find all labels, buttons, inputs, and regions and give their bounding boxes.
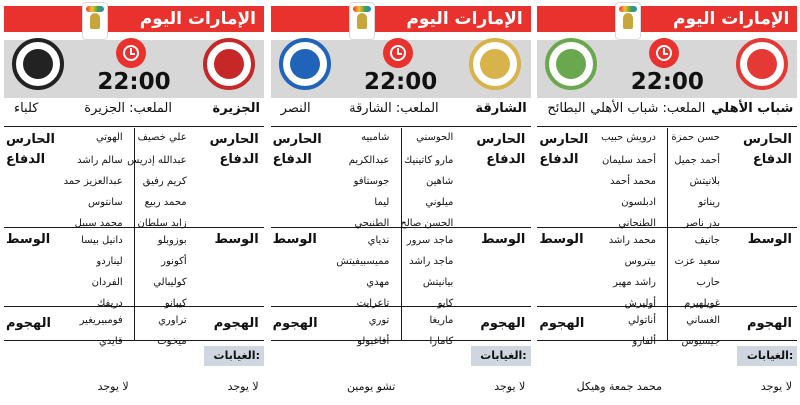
section-label-defense: الدفاع (539, 152, 579, 167)
divider (271, 126, 531, 127)
section-label-midfield: الوسط (272, 232, 317, 247)
section-label-goalkeeper: الحارس (5, 132, 55, 147)
player-name: كيبانو (164, 298, 187, 309)
home-absences: لا يوجد (227, 380, 259, 393)
home-team-name: الشارقة (475, 101, 527, 116)
home-players-attack (157, 310, 186, 352)
venue: الملعب: الجزيرة (84, 101, 172, 116)
player-name: كامارا (429, 336, 454, 347)
away-absences: تشو يومين (346, 380, 396, 393)
sharjah-badge (467, 36, 523, 92)
sharjah-badge-icon (469, 38, 521, 90)
player-name: ليناردو (96, 256, 123, 267)
away-players-attack (357, 310, 389, 352)
al-nasr-badge-icon (279, 38, 331, 90)
player-name: أحمد سليمان (601, 155, 656, 166)
teams-row (4, 101, 264, 119)
home-absences: لا يوجد (760, 380, 792, 393)
venue: الملعب: شباب الأهلي (590, 101, 706, 116)
player-name: محمد ربيع (144, 197, 187, 208)
away-team-name: البطائح (547, 101, 586, 116)
player-name: بدر ناصر (684, 218, 720, 229)
section-label-midfield: الوسط (747, 232, 792, 247)
away-absences: محمد جمعة وهيكل (576, 380, 662, 393)
al-bataeh-badge (543, 36, 599, 92)
player-name: ادبلسون (621, 197, 656, 208)
clock-face (656, 45, 672, 61)
player-name: حارب (696, 277, 720, 288)
away-absences: لا يوجد (97, 380, 129, 393)
home-players-goalkeeper (671, 127, 720, 148)
divider (537, 340, 797, 341)
divider (271, 340, 531, 341)
section-label-attack: الهجوم (5, 316, 51, 331)
player-name: ندياي (367, 235, 390, 246)
player-name: كوليبالي (153, 277, 187, 288)
newspaper-banner: الإمارات اليوم (537, 6, 797, 32)
section-label-midfield: الوسط (481, 232, 526, 247)
section-label-midfield: الوسط (214, 232, 259, 247)
league-logo-mark (86, 6, 104, 12)
player-name: درويش حبيب (601, 132, 656, 143)
absences-label: الغيابات: (737, 346, 797, 366)
away-players-midfield (81, 230, 123, 314)
home-players-attack (429, 310, 453, 352)
clock-face (390, 45, 406, 61)
clock-icon (383, 38, 413, 68)
player-name: تراوري (158, 315, 187, 326)
clock-icon (116, 38, 146, 68)
section-label-defense: الدفاع (219, 152, 259, 167)
venue: الملعب: الشارقة (349, 101, 439, 116)
home-absences: لا يوجد (494, 380, 526, 393)
player-name: الهوتي (95, 132, 123, 143)
player-name: محمد أحمد (609, 176, 656, 187)
match-card (537, 0, 796, 405)
player-name: الفردان (91, 277, 123, 288)
player-name: عبدالكريم (348, 155, 390, 166)
player-name: بوزوبلو (157, 235, 187, 246)
player-name: حسن حمزة (671, 132, 720, 143)
player-name: سانتوس (88, 197, 123, 208)
player-name: أناتولي (628, 315, 656, 326)
home-players-defense (400, 150, 453, 234)
section-label-goalkeeper: الحارس (209, 132, 259, 147)
player-name: الطنيجي (354, 218, 390, 229)
player-name: سالم راشد (77, 155, 123, 166)
player-name: الطنجاني (618, 218, 656, 229)
league-logo (82, 2, 108, 40)
al-nasr-badge (277, 36, 333, 92)
player-name: بيانيتش (422, 277, 454, 288)
divider (4, 126, 264, 127)
away-players-goalkeeper (96, 127, 123, 148)
league-logo (615, 2, 641, 40)
section-label-goalkeeper: الحارس (742, 132, 792, 147)
league-logo-mark (619, 6, 637, 12)
newspaper-banner: الإمارات اليوم (271, 6, 531, 32)
away-players-attack (628, 310, 656, 352)
player-name: علي خصيف (137, 132, 187, 143)
away-players-attack (80, 310, 123, 352)
section-label-attack: الهجوم (747, 316, 792, 331)
player-name: محمد راشد (608, 235, 656, 246)
absences-label: الغيابات: (204, 346, 264, 366)
trophy-icon (357, 13, 367, 29)
player-name: دريفك (97, 298, 123, 309)
player-name: فومبيريغير (79, 315, 123, 326)
player-name: راشد مهير (613, 277, 656, 288)
teams-row (271, 101, 531, 119)
al-jazira-badge (201, 36, 257, 92)
player-name: الحوسني (416, 132, 454, 143)
player-name: ميخوت (157, 336, 187, 347)
divider (537, 126, 797, 127)
home-players-defense (674, 150, 720, 234)
home-players-attack (681, 310, 720, 352)
player-name: بلانيتش (689, 176, 720, 187)
away-players-midfield (336, 230, 389, 314)
league-logo (349, 2, 375, 40)
clock-face (123, 45, 139, 61)
player-name: مهدي (366, 277, 390, 288)
kickoff-time: 22:00 (97, 69, 171, 95)
player-name: ألفارو (632, 336, 656, 347)
player-name: أكونور (161, 256, 187, 267)
section-label-defense: الدفاع (486, 152, 526, 167)
away-team-name: النصر (280, 101, 311, 116)
ittihad-kalba-badge-icon (12, 38, 64, 90)
section-label-defense: الدفاع (5, 152, 46, 167)
section-label-attack: الهجوم (480, 316, 526, 331)
league-logo-mark (353, 6, 371, 12)
player-name: مارو كاتينيك (404, 155, 454, 166)
away-team-name: كلباء (13, 101, 39, 116)
away-players-goalkeeper (601, 127, 656, 148)
player-name: غويلهيرم (684, 298, 720, 309)
section-label-attack: الهجوم (213, 316, 259, 331)
player-name: تاعرابت (356, 298, 390, 309)
section-label-goalkeeper: الحارس (272, 132, 322, 147)
player-name: عبدالعزيز حمد (63, 176, 123, 187)
home-players-defense (127, 150, 187, 234)
section-label-attack: الهجوم (539, 316, 585, 331)
player-name: جانيف (694, 235, 720, 246)
player-name: الغساني (686, 315, 720, 326)
away-players-defense (349, 150, 390, 234)
away-players-defense (602, 150, 656, 234)
teams-row (537, 101, 797, 119)
player-name: قايدي (98, 336, 123, 347)
away-players-defense (64, 150, 123, 234)
player-name: عبدالله إدريس (127, 155, 187, 166)
home-players-goalkeeper (416, 127, 453, 148)
home-players-midfield (674, 230, 720, 314)
section-label-defense: الدفاع (752, 152, 792, 167)
ittihad-kalba-badge (10, 36, 66, 92)
player-name: ريناتو (698, 197, 720, 208)
kickoff-time: 22:00 (630, 69, 704, 95)
home-team-name: شباب الأهلي (711, 101, 794, 116)
player-name: الحسن صالح (400, 218, 454, 229)
section-label-attack: الهجوم (272, 316, 318, 331)
section-label-defense: الدفاع (272, 152, 312, 167)
newspaper-banner: الإمارات اليوم (4, 6, 264, 32)
away-players-midfield (609, 230, 656, 314)
player-name: دانيل بيسا (81, 235, 123, 246)
player-name: بيتروس (624, 256, 656, 267)
column-divider (667, 128, 668, 340)
player-name: ماريغا (429, 315, 454, 326)
home-team-name: الجزيرة (212, 101, 260, 116)
player-name: أفاغبولو (357, 336, 390, 347)
player-name: جيسيوس (681, 336, 720, 347)
player-name: شاهين (425, 176, 454, 187)
player-name: ماجد راشد (409, 256, 454, 267)
trophy-icon (623, 13, 633, 29)
player-name: أوليرش (624, 298, 656, 309)
player-name: زايد سلطان (137, 218, 187, 229)
shabab-al-ahli-badge (734, 36, 790, 92)
section-label-goalkeeper: الحارس (476, 132, 526, 147)
home-players-midfield (407, 230, 454, 314)
section-label-goalkeeper: الحارس (539, 132, 589, 147)
match-card (4, 0, 263, 405)
trophy-icon (90, 13, 100, 29)
player-name: شامبيه (361, 132, 390, 143)
player-name: ماجد سرور (406, 235, 454, 246)
home-players-goalkeeper (138, 127, 187, 148)
divider (4, 340, 264, 341)
al-bataeh-badge-icon (545, 38, 597, 90)
player-name: كريم رفيق (142, 176, 187, 187)
player-name: سعيد عزت (674, 256, 720, 267)
player-name: ميلوني (425, 197, 454, 208)
player-name: كايو (437, 298, 454, 309)
match-card (271, 0, 530, 405)
player-name: توري (368, 315, 390, 326)
kickoff-time: 22:00 (364, 69, 438, 95)
player-name: محمد سبيل (74, 218, 123, 229)
player-name: جوستافو (353, 176, 390, 187)
away-players-goalkeeper (361, 127, 389, 148)
al-jazira-badge-icon (203, 38, 255, 90)
player-name: ليما (374, 197, 390, 208)
section-label-midfield: الوسط (539, 232, 584, 247)
shabab-al-ahli-badge-icon (736, 38, 788, 90)
absences-label: الغيابات: (471, 346, 531, 366)
player-name: مميسبيفيتش (336, 256, 390, 267)
home-players-midfield (153, 230, 186, 314)
section-label-midfield: الوسط (5, 232, 51, 247)
player-name: أحمد جميل (674, 155, 720, 166)
